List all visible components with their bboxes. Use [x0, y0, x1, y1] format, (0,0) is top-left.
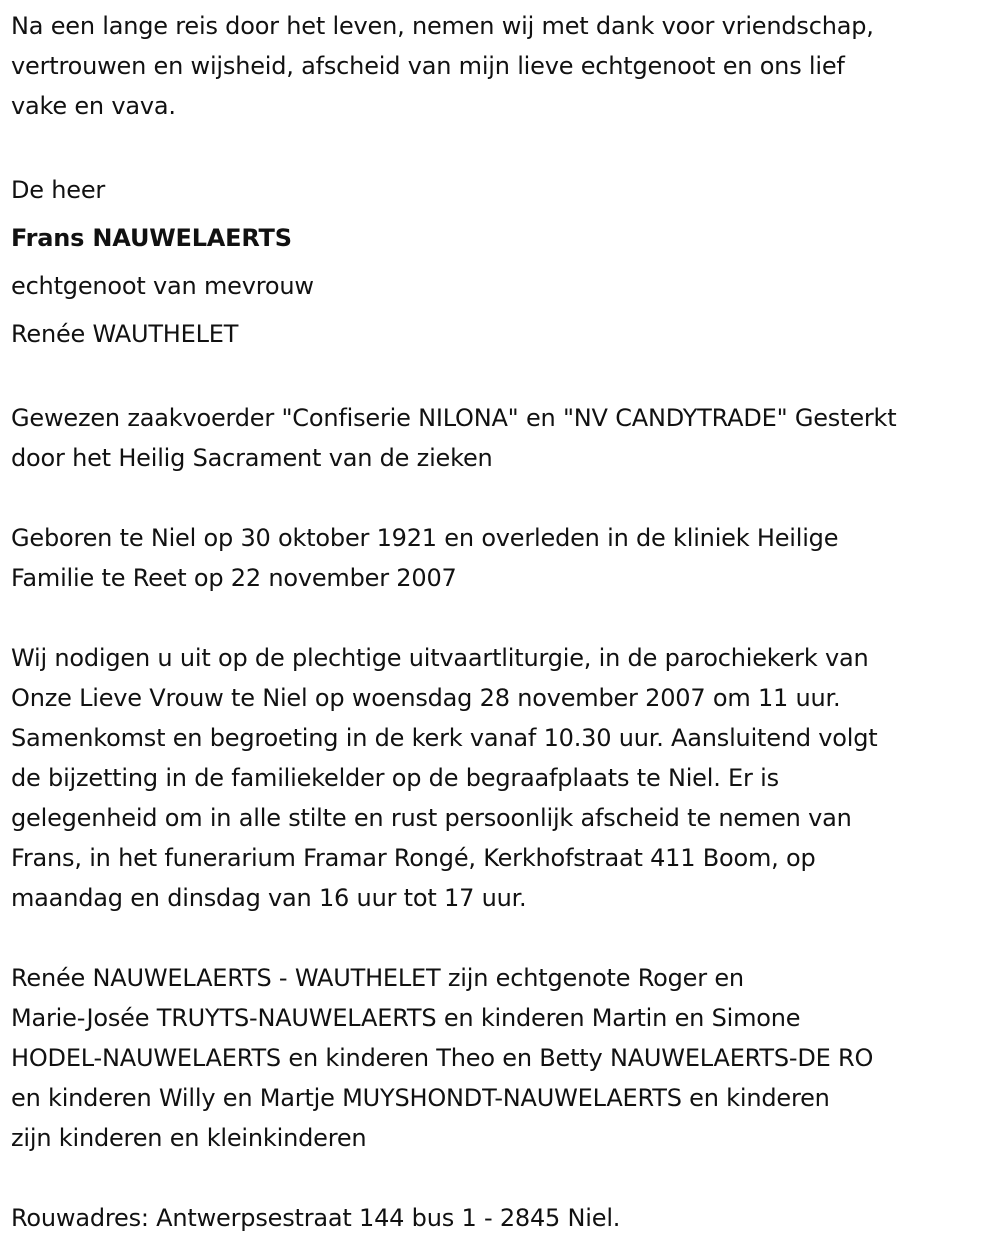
- family-line: HODEL-NAUWELAERTS en kinderen Theo en Betty NAUWELAERTS-DE RO: [11, 1044, 874, 1072]
- family-paragraph: [11, 958, 995, 1158]
- deceased-block: [11, 166, 995, 358]
- invitation-paragraph: [11, 638, 995, 918]
- family-line: Marie-Josée TRUYTS-NAUWELAERTS en kinderen Martin en Simone: [11, 1004, 801, 1032]
- address-paragraph: [11, 1198, 995, 1238]
- birth-death-paragraph: [11, 518, 995, 598]
- intro-line: vertrouwen en wijsheid, afscheid van mijn lieve echtgenoot en ons lief: [11, 52, 845, 80]
- intro-line: Na een lange reis door het leven, nemen wij met dank voor vriendschap,: [11, 12, 874, 40]
- invitation-line: Samenkomst en begroeting in de kerk vanaf 10.30 uur. Aansluitend volgt: [11, 724, 878, 752]
- spouse-intro: echtgenoot van mevrouw: [11, 272, 314, 300]
- family-line: Renée NAUWELAERTS - WAUTHELET zijn echtgenote Roger en: [11, 964, 744, 992]
- career-paragraph: [11, 398, 995, 478]
- invitation-line: gelegenheid om in alle stilte en rust persoonlijk afscheid te nemen van: [11, 804, 852, 832]
- career-line: door het Heilig Sacrament van de zieken: [11, 444, 493, 472]
- birth-death-line: Geboren te Niel op 30 oktober 1921 en overleden in de kliniek Heilige: [11, 524, 839, 552]
- spouse-name: Renée WAUTHELET: [11, 320, 239, 348]
- intro-paragraph: [11, 6, 995, 126]
- mourning-address: Rouwadres: Antwerpsestraat 144 bus 1 - 2845 Niel.: [11, 1204, 621, 1232]
- intro-line: vake en vava.: [11, 92, 176, 120]
- career-line: Gewezen zaakvoerder "Confiserie NILONA" en "NV CANDYTRADE" Gesterkt: [11, 404, 897, 432]
- family-line: zijn kinderen en kleinkinderen: [11, 1124, 367, 1152]
- deceased-name: Frans NAUWELAERTS: [11, 224, 292, 252]
- death-notice: [11, 6, 995, 1238]
- invitation-line: Wij nodigen u uit op de plechtige uitvaartliturgie, in de parochiekerk van: [11, 644, 869, 672]
- birth-death-line: Familie te Reet op 22 november 2007: [11, 564, 457, 592]
- invitation-line: Onze Lieve Vrouw te Niel op woensdag 28 november 2007 om 11 uur.: [11, 684, 841, 712]
- invitation-line: maandag en dinsdag van 16 uur tot 17 uur.: [11, 884, 527, 912]
- invitation-line: Frans, in het funerarium Framar Rongé, Kerkhofstraat 411 Boom, op: [11, 844, 816, 872]
- family-line: en kinderen Willy en Martje MUYSHONDT-NAUWELAERTS en kinderen: [11, 1084, 830, 1112]
- salutation: De heer: [11, 176, 106, 204]
- invitation-line: de bijzetting in de familiekelder op de begraafplaats te Niel. Er is: [11, 764, 779, 792]
